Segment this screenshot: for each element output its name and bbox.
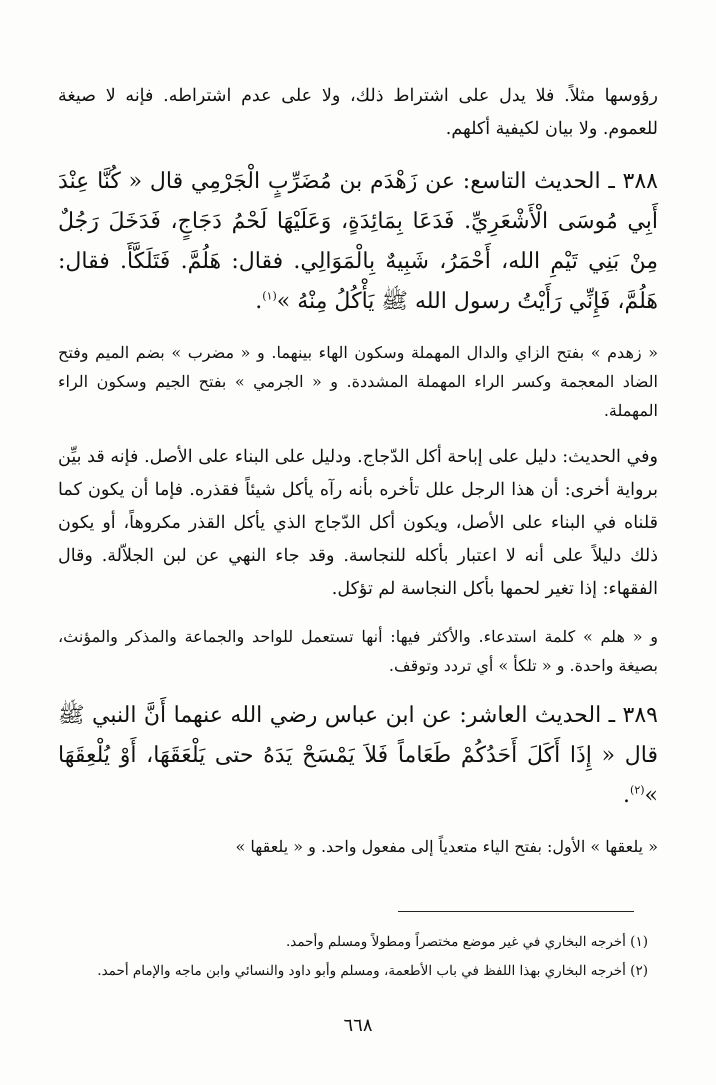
hadith-389-end: .	[623, 783, 631, 808]
commentary-388: وفي الحديث: دليل على إباحة أكل الدّجاج. ودليل على البناء على الأصل. فإنه قد بيِّن برواية أخرى: أن هذا الرجل علل تأخره بأنه رآه يأكل شيئاً فقذره. فإما أن يكون كما قلناه في البناء على الأصل، ويكون أكل الدّجاج الذي يأكل القذر مكروهاً، أو يكون ذلك دليلاً على أنه لا اعتبار بأكله للنجاسة. وقد جاء النهي عن لبن الجلاّلة. وقال الفقهاء: إذا تغير لحمها بأكل النجاسة لم تؤكل.	[58, 447, 658, 599]
footnotes	[52, 928, 648, 986]
footnote-ref-1: (١)	[262, 289, 277, 303]
gloss-halumma: و « هلم » كلمة استدعاء. والأكثر فيها: أنها تستعمل للواحد والجماعة والمذكر والمؤنث، بصيغة واحدة. و « تلكأ » أي تردد وتوقف.	[58, 627, 658, 675]
footnote-1: (١) أخرجه البخاري في غير موضع مختصراً ومطولاً ومسلم وأحمد.	[285, 934, 648, 950]
gloss-389: « يلعقها » الأول: بفتح الياء متعدياً إلى مفعول واحد. و « يلعقها »	[235, 837, 658, 856]
footnote-separator	[398, 911, 634, 912]
footnote-ref-2: (٢)	[630, 783, 645, 797]
hadith-389	[58, 696, 658, 816]
hadith-388	[58, 162, 658, 322]
hadith-388-end: .	[255, 289, 263, 314]
footnote-2: (٢) أخرجه البخاري بهذا اللفظ في باب الأطعمة، ومسلم وأبو داود والنسائي وابن ماجه والإمام أحمد.	[97, 963, 648, 979]
gloss-388: « زهدم » بفتح الزاي والدال المهملة وسكون الهاء بينهما. و « مضرب » بضم الميم وفتح الضاد المعجمة وكسر الراء المهملة المشددة. و « الجرمي » بفتح الجيم وسكون الراء المهملة.	[58, 343, 658, 420]
hadith-388-text: ٣٨٨ ـ الحديث التاسع: عن زَهْدَم بن مُضَرِّبٍ الْجَرْمِي قال « كُنَّا عِنْدَ أَبِي مُوسَى الْأَشْعَرِيِّ. فَدَعَا بِمَائِدَةٍ، وَعَلَيْهَا لَحْمُ دَجَاجٍ، فَدَخَلَ رَجُلٌ مِنْ بَنِي تَيْمِ الله، أَحْمَرُ، شَبِيهٌ بِالْمَوَالِي. فقال: هَلُمَّ. فَتَلَكَّأَ. فقال: هَلُمَّ، فَإِنِّي رَأَيْتُ رسول الله ﷺ يَأْكُلُ مِنْهُ »	[58, 169, 658, 314]
hadith-389-text: ٣٨٩ ـ الحديث العاشر: عن ابن عباس رضي الله عنهما أَنَّ النبي ﷺ قال « إِذَا أَكَلَ أَحَدُكُمْ طَعَاماً فَلاَ يَمْسَحْ يَدَهُ حتى يَلْعَقَهَا، أَوْ يُلْعِقَهَا »	[58, 703, 658, 808]
top-paragraph: رؤوسها مثلاً. فلا يدل على اشتراط ذلك، ولا على عدم اشتراطه. فإنه لا صيغة للعموم. ولا بيان لكيفية أكلهم.	[58, 86, 658, 139]
page-number: ٦٦٨	[343, 1015, 373, 1036]
